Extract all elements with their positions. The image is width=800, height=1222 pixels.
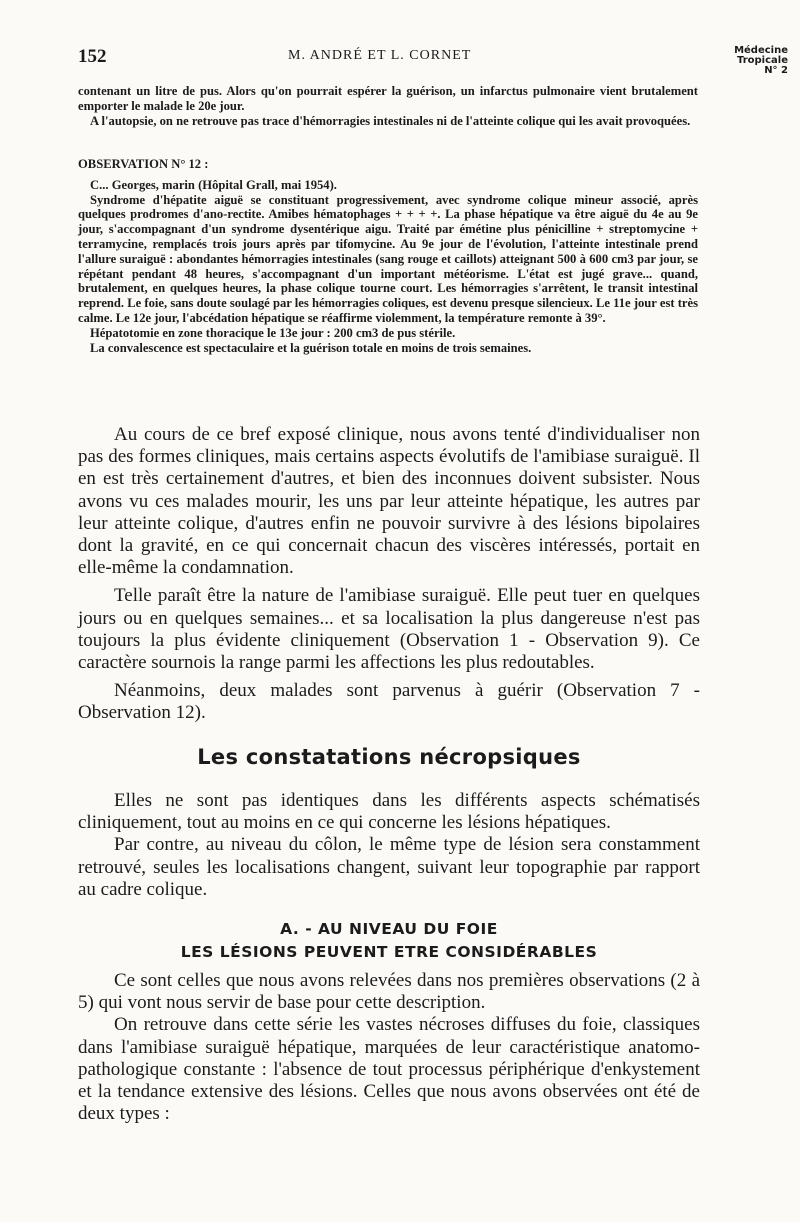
observation-12 bbox=[78, 157, 698, 355]
journal-mark bbox=[734, 46, 788, 76]
journal-issue: N° 2 bbox=[764, 65, 788, 76]
paragraph: La convalescence est spectaculaire et la guérison totale en moins de trois semaines. bbox=[90, 340, 532, 355]
previous-observation-end bbox=[78, 84, 698, 128]
discussion bbox=[78, 424, 700, 725]
paragraph: Elles ne sont pas identiques dans les différents aspects schématisés cliniquement, tout au moins en ce qui concerne les lésions hépatiques. bbox=[78, 790, 700, 834]
subsection-body bbox=[78, 970, 700, 1125]
subsection-heading-line: LES LÉSIONS PEUVENT ETRE CONSIDÉRABLES bbox=[180, 943, 598, 961]
section-body bbox=[78, 790, 700, 901]
paragraph: A l'autopsie, on ne retrouve pas trace d'hémorragies intestinales ni de l'atteinte colique qui les avait provoquées. bbox=[90, 113, 691, 128]
running-title: M. ANDRÉ ET L. CORNET bbox=[288, 48, 472, 63]
observation-title: OBSERVATION N° 12 : bbox=[78, 157, 209, 171]
page-header bbox=[78, 46, 788, 82]
paragraph: contenant un litre de pus. Alors qu'on pourrait espérer la guérison, un infarctus pulmonaire vient brutalement emporter le malade le 20e jour. bbox=[78, 84, 698, 113]
paragraph: Néanmoins, deux malades sont parvenus à guérir (Observation 7 - Observation 12). bbox=[78, 680, 700, 724]
subsection-heading bbox=[78, 918, 700, 964]
paragraph: Telle paraît être la nature de l'amibiase suraiguë. Elle peut tuer en quelques jours ou en quelques semaines... et sa localisation la plus dangereuse n'est pas toujours la plus évidente cliniquement (Observation 1 - Observation 9). Ce caractère sournois la range parmi les affections les plus redoutables. bbox=[78, 585, 700, 674]
paragraph: Au cours de ce bref exposé clinique, nous avons tenté d'individualiser non pas des formes cliniques, mais certains aspects évolutifs de l'amibiase suraiguë. Il en est très certainement d'autres, et bien des inconnues doivent subsister. Nous avons vu ces malades mourir, les uns par leur atteinte hépatique, les autres par leur atteinte colique, d'autres enfin ne pouvoir survivre à des lésions bipolaires dont la gravité, en ce qui concernait chacun des viscères intéressés, portait en elle-même la condamnation. bbox=[78, 424, 700, 579]
subsection-heading-line: A. - AU NIVEAU DU FOIE bbox=[280, 920, 498, 938]
paragraph: Hépatotomie en zone thoracique le 13e jour : 200 cm3 de pus stérile. bbox=[90, 325, 456, 340]
paragraph: Syndrome d'hépatite aiguë se constituant progressivement, avec syndrome colique mineur associé, après quelques prodromes d'ano-rectite. Amibes hématophages + + + +. La phase hépatique va être aiguë du 4e au 9e jour, s'accompagnant d'un syndrome dysentérique aigu. Traité par émétine plus pénicilline + streptomycine + terramycine, remplacés trois jours après par tifomycine. Au 9e jour de l'évolution, l'atteinte intestinale prend l'allure suraiguë : abondantes hémorragies intestinales (sang rouge et caillots) atteignant 500 à 600 cm3 par jour, se répétant pendant 48 heures, s'accompagnant d'un important météorisme. L'état est jugé grave... quand, brutalement, en quelques heures, la phase colique tourne court. Les hémorragies s'arrêtent, le transit intestinal reprend. Le foie, sans doute soulagé par les hémorragies coliques, est devenu presque silencieux. Le 11e jour est très calme. Le 12e jour, l'abcédation hépatique se réaffirme violemment, la température remonte à 39°. bbox=[78, 192, 698, 325]
paragraph: Ce sont celles que nous avons relevées dans nos premières observations (2 à 5) qui vont nous servir de base pour cette description. bbox=[78, 970, 700, 1014]
journal-line: Médecine bbox=[734, 45, 788, 56]
journal-line: Tropicale bbox=[737, 55, 788, 66]
section-heading: Les constatations nécropsiques bbox=[197, 745, 581, 769]
page-number: 152 bbox=[78, 46, 107, 67]
paragraph: On retrouve dans cette série les vastes nécroses diffuses du foie, classiques dans l'amibiase suraiguë hépatique, marquées de leur caractéristique anatomo-pathologique constante : l'absence de tout processus périphérique d'enkystement et la tendance extensive des lésions. Celles que nous avons observées ont été de deux types : bbox=[78, 1014, 700, 1125]
paragraph: Par contre, au niveau du côlon, le même type de lésion sera constamment retrouvé, seules les localisations changent, suivant leur topographie par rapport au cadre colique. bbox=[78, 834, 700, 900]
observation-patient: C... Georges, marin (Hôpital Grall, mai 1954). bbox=[90, 177, 337, 192]
